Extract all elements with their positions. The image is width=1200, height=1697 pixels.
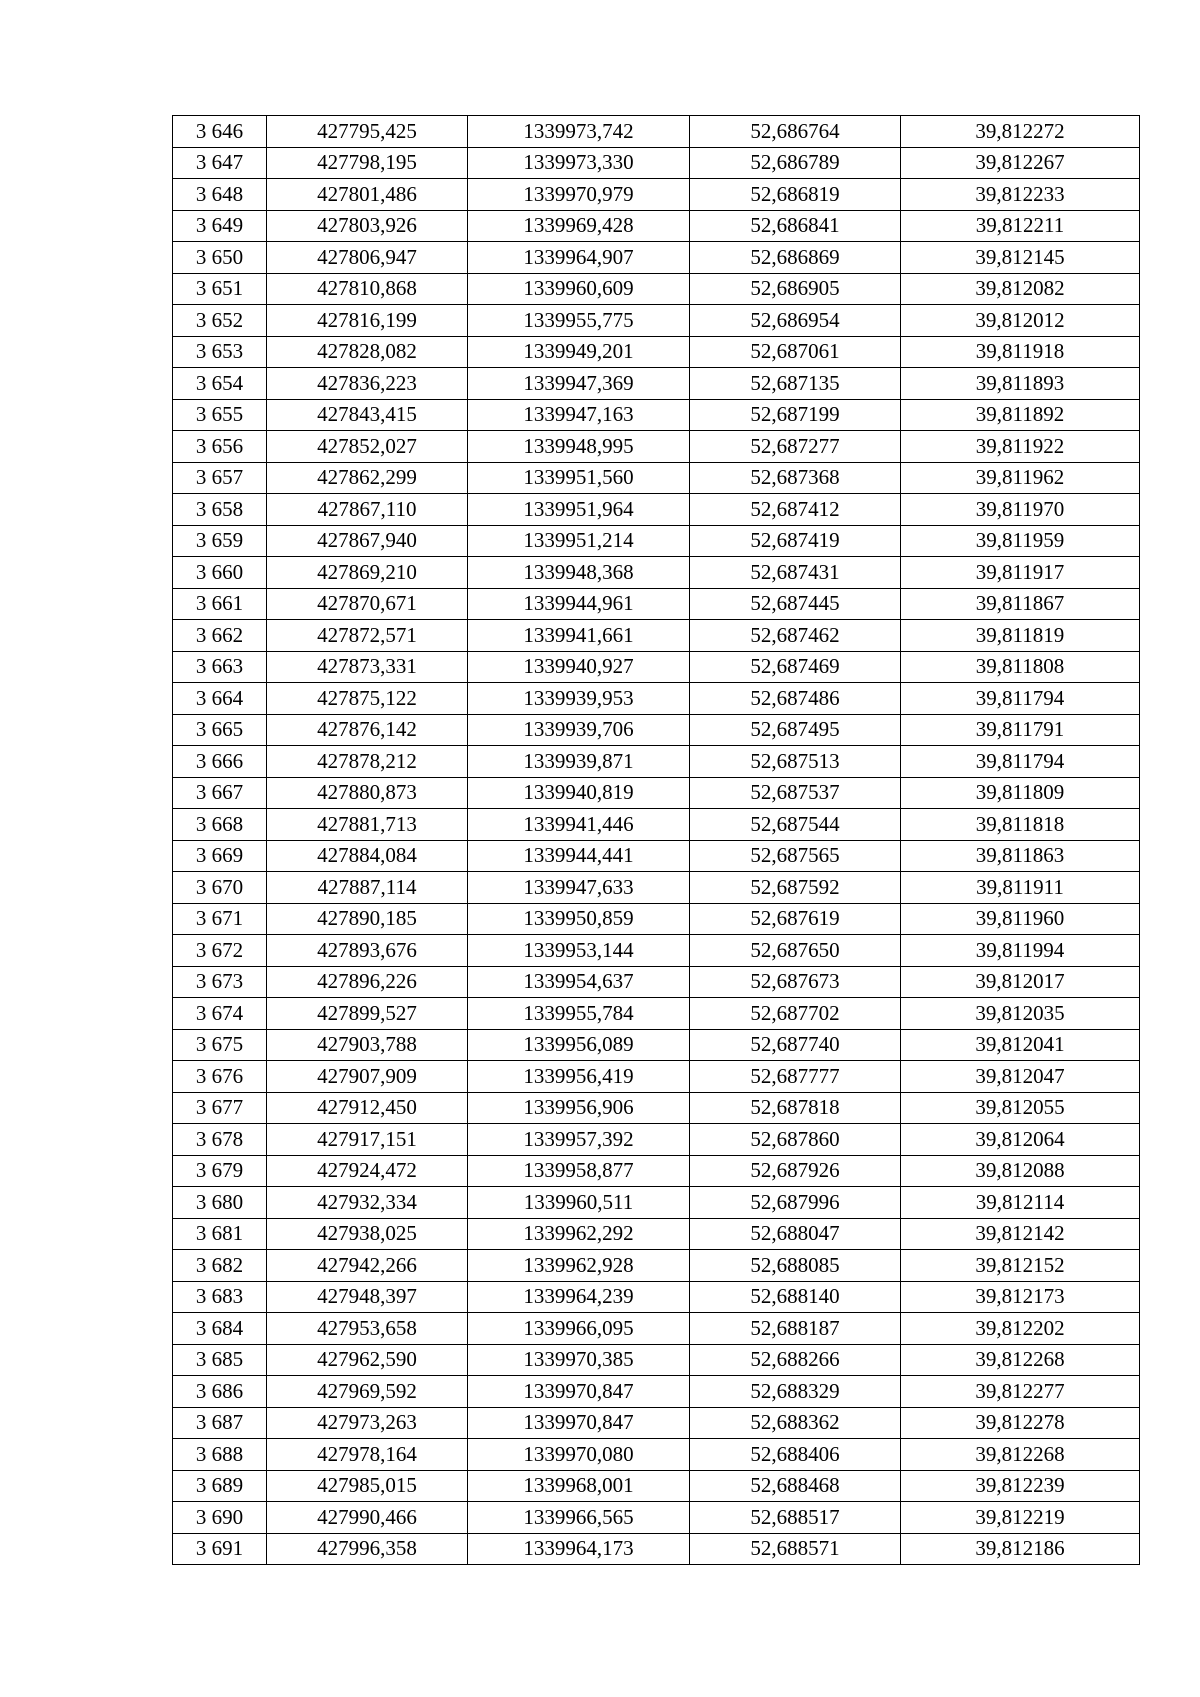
point-number-cell: 3 674 — [173, 998, 267, 1030]
point-number-cell: 3 661 — [173, 588, 267, 620]
point-number-cell: 3 646 — [173, 116, 267, 148]
longitude-cell: 39,812142 — [901, 1218, 1140, 1250]
point-number-cell: 3 655 — [173, 399, 267, 431]
table-row — [173, 1124, 1140, 1156]
latitude-cell: 52,687673 — [690, 966, 901, 998]
x-coordinate-cell: 427978,164 — [267, 1439, 468, 1471]
longitude-cell: 39,811867 — [901, 588, 1140, 620]
y-coordinate-cell: 1339940,819 — [468, 777, 690, 809]
latitude-cell: 52,688406 — [690, 1439, 901, 1471]
y-coordinate-cell: 1339955,775 — [468, 305, 690, 337]
point-number-cell: 3 656 — [173, 431, 267, 463]
point-number-cell: 3 664 — [173, 683, 267, 715]
point-number-cell: 3 654 — [173, 368, 267, 400]
x-coordinate-cell: 427795,425 — [267, 116, 468, 148]
x-coordinate-cell: 427973,263 — [267, 1407, 468, 1439]
longitude-cell: 39,812268 — [901, 1344, 1140, 1376]
point-number-cell: 3 659 — [173, 525, 267, 557]
y-coordinate-cell: 1339970,080 — [468, 1439, 690, 1471]
table-row — [173, 368, 1140, 400]
table-row — [173, 1407, 1140, 1439]
point-number-cell: 3 668 — [173, 809, 267, 841]
latitude-cell: 52,688468 — [690, 1470, 901, 1502]
latitude-cell: 52,687368 — [690, 462, 901, 494]
coordinates-table-body — [173, 116, 1140, 1565]
x-coordinate-cell: 427884,084 — [267, 840, 468, 872]
y-coordinate-cell: 1339970,979 — [468, 179, 690, 211]
longitude-cell: 39,812047 — [901, 1061, 1140, 1093]
x-coordinate-cell: 427852,027 — [267, 431, 468, 463]
y-coordinate-cell: 1339973,742 — [468, 116, 690, 148]
x-coordinate-cell: 427890,185 — [267, 903, 468, 935]
longitude-cell: 39,811960 — [901, 903, 1140, 935]
longitude-cell: 39,812186 — [901, 1533, 1140, 1565]
x-coordinate-cell: 427836,223 — [267, 368, 468, 400]
x-coordinate-cell: 427917,151 — [267, 1124, 468, 1156]
latitude-cell: 52,687495 — [690, 714, 901, 746]
x-coordinate-cell: 427862,299 — [267, 462, 468, 494]
table-row — [173, 872, 1140, 904]
point-number-cell: 3 679 — [173, 1155, 267, 1187]
table-row — [173, 336, 1140, 368]
table-row — [173, 1155, 1140, 1187]
x-coordinate-cell: 427942,266 — [267, 1250, 468, 1282]
point-number-cell: 3 671 — [173, 903, 267, 935]
table-row — [173, 494, 1140, 526]
table-row — [173, 1376, 1140, 1408]
point-number-cell: 3 647 — [173, 147, 267, 179]
y-coordinate-cell: 1339948,368 — [468, 557, 690, 589]
latitude-cell: 52,687061 — [690, 336, 901, 368]
y-coordinate-cell: 1339949,201 — [468, 336, 690, 368]
x-coordinate-cell: 427843,415 — [267, 399, 468, 431]
longitude-cell: 39,811808 — [901, 651, 1140, 683]
latitude-cell: 52,688187 — [690, 1313, 901, 1345]
point-number-cell: 3 653 — [173, 336, 267, 368]
latitude-cell: 52,688571 — [690, 1533, 901, 1565]
point-number-cell: 3 680 — [173, 1187, 267, 1219]
longitude-cell: 39,811892 — [901, 399, 1140, 431]
point-number-cell: 3 665 — [173, 714, 267, 746]
latitude-cell: 52,687818 — [690, 1092, 901, 1124]
longitude-cell: 39,811911 — [901, 872, 1140, 904]
x-coordinate-cell: 427870,671 — [267, 588, 468, 620]
latitude-cell: 52,686869 — [690, 242, 901, 274]
point-number-cell: 3 651 — [173, 273, 267, 305]
latitude-cell: 52,687740 — [690, 1029, 901, 1061]
point-number-cell: 3 681 — [173, 1218, 267, 1250]
y-coordinate-cell: 1339939,953 — [468, 683, 690, 715]
latitude-cell: 52,687469 — [690, 651, 901, 683]
x-coordinate-cell: 427873,331 — [267, 651, 468, 683]
table-row — [173, 1250, 1140, 1282]
x-coordinate-cell: 427896,226 — [267, 966, 468, 998]
point-number-cell: 3 650 — [173, 242, 267, 274]
point-number-cell: 3 677 — [173, 1092, 267, 1124]
longitude-cell: 39,812114 — [901, 1187, 1140, 1219]
y-coordinate-cell: 1339958,877 — [468, 1155, 690, 1187]
y-coordinate-cell: 1339956,419 — [468, 1061, 690, 1093]
point-number-cell: 3 676 — [173, 1061, 267, 1093]
table-row — [173, 462, 1140, 494]
latitude-cell: 52,687513 — [690, 746, 901, 778]
longitude-cell: 39,811819 — [901, 620, 1140, 652]
latitude-cell: 52,686764 — [690, 116, 901, 148]
point-number-cell: 3 673 — [173, 966, 267, 998]
longitude-cell: 39,812272 — [901, 116, 1140, 148]
longitude-cell: 39,811809 — [901, 777, 1140, 809]
table-row — [173, 1218, 1140, 1250]
latitude-cell: 52,688329 — [690, 1376, 901, 1408]
x-coordinate-cell: 427953,658 — [267, 1313, 468, 1345]
x-coordinate-cell: 427869,210 — [267, 557, 468, 589]
latitude-cell: 52,687486 — [690, 683, 901, 715]
x-coordinate-cell: 427806,947 — [267, 242, 468, 274]
y-coordinate-cell: 1339939,871 — [468, 746, 690, 778]
latitude-cell: 52,686905 — [690, 273, 901, 305]
table-row — [173, 1533, 1140, 1565]
y-coordinate-cell: 1339955,784 — [468, 998, 690, 1030]
y-coordinate-cell: 1339964,907 — [468, 242, 690, 274]
longitude-cell: 39,812055 — [901, 1092, 1140, 1124]
point-number-cell: 3 684 — [173, 1313, 267, 1345]
point-number-cell: 3 687 — [173, 1407, 267, 1439]
latitude-cell: 52,687650 — [690, 935, 901, 967]
longitude-cell: 39,811994 — [901, 935, 1140, 967]
y-coordinate-cell: 1339964,173 — [468, 1533, 690, 1565]
longitude-cell: 39,812035 — [901, 998, 1140, 1030]
point-number-cell: 3 667 — [173, 777, 267, 809]
y-coordinate-cell: 1339968,001 — [468, 1470, 690, 1502]
table-row — [173, 1187, 1140, 1219]
latitude-cell: 52,687445 — [690, 588, 901, 620]
table-row — [173, 1313, 1140, 1345]
table-row — [173, 399, 1140, 431]
longitude-cell: 39,812239 — [901, 1470, 1140, 1502]
x-coordinate-cell: 427867,940 — [267, 525, 468, 557]
table-row — [173, 557, 1140, 589]
longitude-cell: 39,811818 — [901, 809, 1140, 841]
y-coordinate-cell: 1339969,428 — [468, 210, 690, 242]
longitude-cell: 39,812145 — [901, 242, 1140, 274]
point-number-cell: 3 683 — [173, 1281, 267, 1313]
y-coordinate-cell: 1339948,995 — [468, 431, 690, 463]
y-coordinate-cell: 1339947,633 — [468, 872, 690, 904]
point-number-cell: 3 688 — [173, 1439, 267, 1471]
y-coordinate-cell: 1339947,163 — [468, 399, 690, 431]
x-coordinate-cell: 427938,025 — [267, 1218, 468, 1250]
latitude-cell: 52,688140 — [690, 1281, 901, 1313]
point-number-cell: 3 690 — [173, 1502, 267, 1534]
latitude-cell: 52,687431 — [690, 557, 901, 589]
table-row — [173, 714, 1140, 746]
longitude-cell: 39,811917 — [901, 557, 1140, 589]
x-coordinate-cell: 427912,450 — [267, 1092, 468, 1124]
latitude-cell: 52,688047 — [690, 1218, 901, 1250]
y-coordinate-cell: 1339940,927 — [468, 651, 690, 683]
x-coordinate-cell: 427881,713 — [267, 809, 468, 841]
table-row — [173, 651, 1140, 683]
table-row — [173, 116, 1140, 148]
latitude-cell: 52,687277 — [690, 431, 901, 463]
x-coordinate-cell: 427990,466 — [267, 1502, 468, 1534]
point-number-cell: 3 682 — [173, 1250, 267, 1282]
latitude-cell: 52,687419 — [690, 525, 901, 557]
y-coordinate-cell: 1339966,095 — [468, 1313, 690, 1345]
latitude-cell: 52,686819 — [690, 179, 901, 211]
longitude-cell: 39,812017 — [901, 966, 1140, 998]
x-coordinate-cell: 427878,212 — [267, 746, 468, 778]
point-number-cell: 3 672 — [173, 935, 267, 967]
x-coordinate-cell: 427803,926 — [267, 210, 468, 242]
table-row — [173, 1439, 1140, 1471]
latitude-cell: 52,687462 — [690, 620, 901, 652]
table-row — [173, 1061, 1140, 1093]
point-number-cell: 3 685 — [173, 1344, 267, 1376]
y-coordinate-cell: 1339944,441 — [468, 840, 690, 872]
x-coordinate-cell: 427962,590 — [267, 1344, 468, 1376]
y-coordinate-cell: 1339970,847 — [468, 1376, 690, 1408]
longitude-cell: 39,812012 — [901, 305, 1140, 337]
latitude-cell: 52,686789 — [690, 147, 901, 179]
x-coordinate-cell: 427996,358 — [267, 1533, 468, 1565]
y-coordinate-cell: 1339956,089 — [468, 1029, 690, 1061]
table-row — [173, 588, 1140, 620]
table-row — [173, 1502, 1140, 1534]
x-coordinate-cell: 427887,114 — [267, 872, 468, 904]
y-coordinate-cell: 1339944,961 — [468, 588, 690, 620]
longitude-cell: 39,812064 — [901, 1124, 1140, 1156]
table-row — [173, 242, 1140, 274]
latitude-cell: 52,686954 — [690, 305, 901, 337]
x-coordinate-cell: 427810,868 — [267, 273, 468, 305]
latitude-cell: 52,687702 — [690, 998, 901, 1030]
x-coordinate-cell: 427969,592 — [267, 1376, 468, 1408]
longitude-cell: 39,811922 — [901, 431, 1140, 463]
table-row — [173, 998, 1140, 1030]
table-row — [173, 1281, 1140, 1313]
point-number-cell: 3 689 — [173, 1470, 267, 1502]
point-number-cell: 3 660 — [173, 557, 267, 589]
longitude-cell: 39,812268 — [901, 1439, 1140, 1471]
latitude-cell: 52,687777 — [690, 1061, 901, 1093]
x-coordinate-cell: 427924,472 — [267, 1155, 468, 1187]
point-number-cell: 3 686 — [173, 1376, 267, 1408]
x-coordinate-cell: 427867,110 — [267, 494, 468, 526]
longitude-cell: 39,812173 — [901, 1281, 1140, 1313]
x-coordinate-cell: 427801,486 — [267, 179, 468, 211]
longitude-cell: 39,812041 — [901, 1029, 1140, 1061]
point-number-cell: 3 666 — [173, 746, 267, 778]
longitude-cell: 39,811791 — [901, 714, 1140, 746]
x-coordinate-cell: 427876,142 — [267, 714, 468, 746]
point-number-cell: 3 657 — [173, 462, 267, 494]
latitude-cell: 52,688362 — [690, 1407, 901, 1439]
latitude-cell: 52,688266 — [690, 1344, 901, 1376]
coordinates-table — [172, 115, 1140, 1565]
table-row — [173, 525, 1140, 557]
y-coordinate-cell: 1339953,144 — [468, 935, 690, 967]
x-coordinate-cell: 427893,676 — [267, 935, 468, 967]
table-row — [173, 683, 1140, 715]
longitude-cell: 39,811794 — [901, 746, 1140, 778]
table-row — [173, 1092, 1140, 1124]
latitude-cell: 52,687537 — [690, 777, 901, 809]
point-number-cell: 3 662 — [173, 620, 267, 652]
latitude-cell: 52,686841 — [690, 210, 901, 242]
x-coordinate-cell: 427872,571 — [267, 620, 468, 652]
latitude-cell: 52,687592 — [690, 872, 901, 904]
x-coordinate-cell: 427798,195 — [267, 147, 468, 179]
y-coordinate-cell: 1339956,906 — [468, 1092, 690, 1124]
longitude-cell: 39,811962 — [901, 462, 1140, 494]
point-number-cell: 3 669 — [173, 840, 267, 872]
longitude-cell: 39,812233 — [901, 179, 1140, 211]
latitude-cell: 52,687199 — [690, 399, 901, 431]
longitude-cell: 39,812211 — [901, 210, 1140, 242]
point-number-cell: 3 670 — [173, 872, 267, 904]
y-coordinate-cell: 1339941,661 — [468, 620, 690, 652]
y-coordinate-cell: 1339954,637 — [468, 966, 690, 998]
latitude-cell: 52,687544 — [690, 809, 901, 841]
x-coordinate-cell: 427985,015 — [267, 1470, 468, 1502]
table-row — [173, 273, 1140, 305]
table-row — [173, 620, 1140, 652]
longitude-cell: 39,811893 — [901, 368, 1140, 400]
x-coordinate-cell: 427903,788 — [267, 1029, 468, 1061]
longitude-cell: 39,812277 — [901, 1376, 1140, 1408]
longitude-cell: 39,812202 — [901, 1313, 1140, 1345]
longitude-cell: 39,812082 — [901, 273, 1140, 305]
latitude-cell: 52,687860 — [690, 1124, 901, 1156]
table-row — [173, 935, 1140, 967]
table-row — [173, 305, 1140, 337]
y-coordinate-cell: 1339947,369 — [468, 368, 690, 400]
x-coordinate-cell: 427875,122 — [267, 683, 468, 715]
x-coordinate-cell: 427816,199 — [267, 305, 468, 337]
longitude-cell: 39,811794 — [901, 683, 1140, 715]
y-coordinate-cell: 1339957,392 — [468, 1124, 690, 1156]
point-number-cell: 3 649 — [173, 210, 267, 242]
y-coordinate-cell: 1339973,330 — [468, 147, 690, 179]
x-coordinate-cell: 427907,909 — [267, 1061, 468, 1093]
latitude-cell: 52,687996 — [690, 1187, 901, 1219]
y-coordinate-cell: 1339960,511 — [468, 1187, 690, 1219]
y-coordinate-cell: 1339951,560 — [468, 462, 690, 494]
longitude-cell: 39,811959 — [901, 525, 1140, 557]
latitude-cell: 52,688517 — [690, 1502, 901, 1534]
table-row — [173, 809, 1140, 841]
table-row — [173, 210, 1140, 242]
table-row — [173, 903, 1140, 935]
x-coordinate-cell: 427828,082 — [267, 336, 468, 368]
table-row — [173, 147, 1140, 179]
point-number-cell: 3 648 — [173, 179, 267, 211]
y-coordinate-cell: 1339951,214 — [468, 525, 690, 557]
latitude-cell: 52,688085 — [690, 1250, 901, 1282]
latitude-cell: 52,687565 — [690, 840, 901, 872]
y-coordinate-cell: 1339962,928 — [468, 1250, 690, 1282]
point-number-cell: 3 652 — [173, 305, 267, 337]
y-coordinate-cell: 1339962,292 — [468, 1218, 690, 1250]
longitude-cell: 39,812278 — [901, 1407, 1140, 1439]
y-coordinate-cell: 1339964,239 — [468, 1281, 690, 1313]
x-coordinate-cell: 427880,873 — [267, 777, 468, 809]
latitude-cell: 52,687412 — [690, 494, 901, 526]
point-number-cell: 3 675 — [173, 1029, 267, 1061]
point-number-cell: 3 658 — [173, 494, 267, 526]
y-coordinate-cell: 1339939,706 — [468, 714, 690, 746]
longitude-cell: 39,812088 — [901, 1155, 1140, 1187]
latitude-cell: 52,687135 — [690, 368, 901, 400]
x-coordinate-cell: 427948,397 — [267, 1281, 468, 1313]
y-coordinate-cell: 1339941,446 — [468, 809, 690, 841]
longitude-cell: 39,812267 — [901, 147, 1140, 179]
point-number-cell: 3 691 — [173, 1533, 267, 1565]
point-number-cell: 3 663 — [173, 651, 267, 683]
longitude-cell: 39,811863 — [901, 840, 1140, 872]
table-row — [173, 1470, 1140, 1502]
longitude-cell: 39,812219 — [901, 1502, 1140, 1534]
y-coordinate-cell: 1339970,385 — [468, 1344, 690, 1376]
y-coordinate-cell: 1339966,565 — [468, 1502, 690, 1534]
y-coordinate-cell: 1339951,964 — [468, 494, 690, 526]
table-row — [173, 966, 1140, 998]
latitude-cell: 52,687619 — [690, 903, 901, 935]
table-row — [173, 840, 1140, 872]
table-row — [173, 1029, 1140, 1061]
longitude-cell: 39,811918 — [901, 336, 1140, 368]
x-coordinate-cell: 427899,527 — [267, 998, 468, 1030]
point-number-cell: 3 678 — [173, 1124, 267, 1156]
table-row — [173, 179, 1140, 211]
y-coordinate-cell: 1339970,847 — [468, 1407, 690, 1439]
table-row — [173, 777, 1140, 809]
longitude-cell: 39,811970 — [901, 494, 1140, 526]
x-coordinate-cell: 427932,334 — [267, 1187, 468, 1219]
y-coordinate-cell: 1339960,609 — [468, 273, 690, 305]
table-row — [173, 1344, 1140, 1376]
latitude-cell: 52,687926 — [690, 1155, 901, 1187]
longitude-cell: 39,812152 — [901, 1250, 1140, 1282]
table-row — [173, 431, 1140, 463]
table-row — [173, 746, 1140, 778]
y-coordinate-cell: 1339950,859 — [468, 903, 690, 935]
